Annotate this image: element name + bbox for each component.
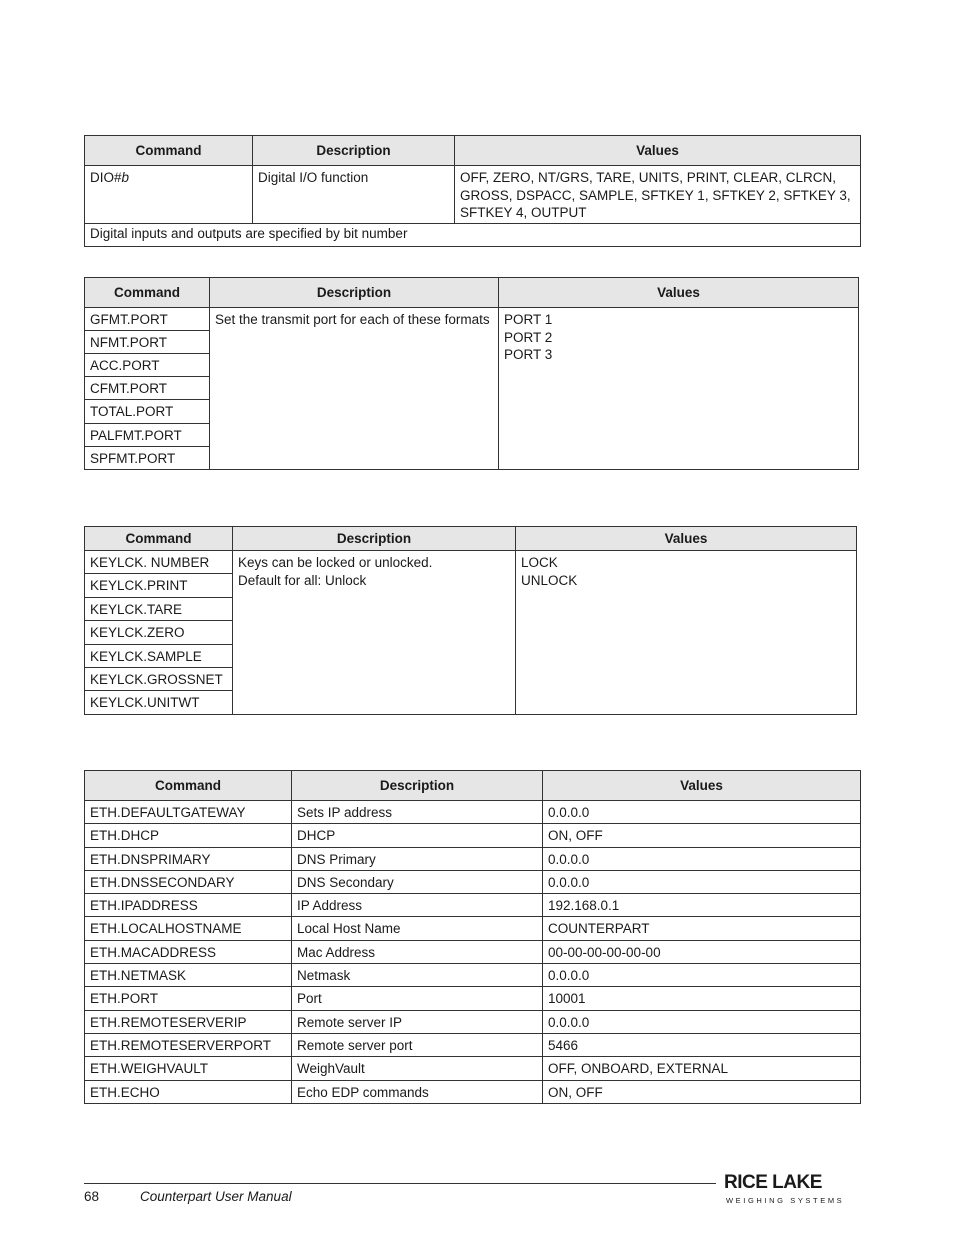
manual-title: Counterpart User Manual [140, 1189, 292, 1204]
command-cell: ACC.PORT [85, 354, 210, 377]
table-row [85, 1057, 861, 1080]
digital-io-table [84, 135, 861, 247]
values-cell [516, 551, 857, 715]
table-row [85, 894, 861, 917]
table-row [85, 1010, 861, 1033]
values-cell: 0.0.0.0 [543, 870, 861, 893]
table-row [85, 964, 861, 987]
table-row [85, 551, 857, 574]
command-cell: KEYLCK.GROSSNET [85, 668, 233, 691]
value-line: UNLOCK [521, 572, 578, 588]
description-cell: Echo EDP commands [292, 1080, 543, 1103]
logo-subtext: WEIGHING SYSTEMS [726, 1196, 845, 1205]
description-cell: IP Address [292, 894, 543, 917]
values-cell: 5466 [543, 1033, 861, 1056]
command-cell: ETH.IPADDRESS [85, 894, 292, 917]
values-cell: 0.0.0.0 [543, 847, 861, 870]
column-header-description: Description [253, 136, 455, 166]
ethernet-rows [85, 801, 861, 1104]
values-cell: 0.0.0.0 [543, 964, 861, 987]
command-cell: PALFMT.PORT [85, 424, 210, 447]
value-line: PORT 1 [504, 312, 553, 327]
description-cell: Remote server IP [292, 1010, 543, 1033]
command-cell: KEYLCK.TARE [85, 598, 233, 621]
description-cell: Mac Address [292, 940, 543, 963]
command-cell: GFMT.PORT [85, 308, 210, 331]
table-row [85, 847, 861, 870]
command-cell: KEYLCK.ZERO [85, 621, 233, 645]
command-cell: ETH.ECHO [85, 1080, 292, 1103]
command-cell: KEYLCK.SAMPLE [85, 645, 233, 668]
values-cell: 192.168.0.1 [543, 894, 861, 917]
description-cell: Netmask [292, 964, 543, 987]
value-line: PORT 3 [504, 347, 553, 362]
values-cell: ON, OFF [543, 1080, 861, 1103]
values-cell: ON, OFF [543, 824, 861, 847]
rice-lake-logo [724, 1172, 854, 1208]
description-cell: DNS Secondary [292, 870, 543, 893]
values-cell [499, 308, 859, 470]
ethernet-table [84, 770, 861, 1104]
command-cell: ETH.MACADDRESS [85, 940, 292, 963]
page-number: 68 [84, 1189, 100, 1204]
values-cell: 0.0.0.0 [543, 1010, 861, 1033]
description-cell: Digital I/O function [253, 166, 455, 224]
command-cell: ETH.REMOTESERVERIP [85, 1010, 292, 1033]
table-note: Digital inputs and outputs are specified by bit number [85, 224, 861, 247]
command-cell: CFMT.PORT [85, 377, 210, 400]
footer-rule [84, 1183, 716, 1184]
column-header-command: Command [85, 771, 292, 801]
column-header-values: Values [516, 527, 857, 551]
value-line: LOCK [521, 555, 558, 570]
table-row [85, 824, 861, 847]
table-row [85, 987, 861, 1010]
values-cell: OFF, ONBOARD, EXTERNAL [543, 1057, 861, 1080]
table-row [85, 166, 861, 224]
command-cell: SPFMT.PORT [85, 447, 210, 470]
description-cell [233, 551, 516, 715]
note-row [85, 224, 861, 247]
column-header-description: Description [210, 278, 499, 308]
column-header-values: Values [543, 771, 861, 801]
command-cell: ETH.DEFAULTGATEWAY [85, 801, 292, 824]
values-cell: 0.0.0.0 [543, 801, 861, 824]
table-row [85, 917, 861, 940]
values-cell: 10001 [543, 987, 861, 1010]
value-line: PORT 2 [504, 329, 553, 345]
command-cell: DIO#b [85, 166, 253, 224]
port-table [84, 277, 859, 470]
command-cell: KEYLCK.PRINT [85, 574, 233, 598]
description-cell: Set the transmit port for each of these formats [210, 308, 499, 470]
description-cell: Local Host Name [292, 917, 543, 940]
command-cell: ETH.DNSSECONDARY [85, 870, 292, 893]
command-cell: ETH.NETMASK [85, 964, 292, 987]
table-row [85, 940, 861, 963]
description-cell: Sets IP address [292, 801, 543, 824]
table-row [85, 870, 861, 893]
description-cell: WeighVault [292, 1057, 543, 1080]
description-cell: Remote server port [292, 1033, 543, 1056]
command-cell: ETH.DNSPRIMARY [85, 847, 292, 870]
table-row [85, 1080, 861, 1103]
column-header-description: Description [292, 771, 543, 801]
description-cell: DNS Primary [292, 847, 543, 870]
description-line: Default for all: Unlock [238, 572, 367, 588]
values-cell: COUNTERPART [543, 917, 861, 940]
keylock-table [84, 526, 857, 715]
command-cell: ETH.REMOTESERVERPORT [85, 1033, 292, 1056]
column-header-command: Command [85, 278, 210, 308]
bit-variable: b [121, 170, 130, 185]
command-cell: KEYLCK. NUMBER [85, 551, 233, 574]
values-cell: OFF, ZERO, NT/GRS, TARE, UNITS, PRINT, CLEAR, CLRCN, GROSS, DSPACC, SAMPLE, SFTKEY 1, SFTKEY 2, SFTKEY 3, SFTKEY 4, OUTPUT [455, 166, 861, 224]
table-row [85, 1033, 861, 1056]
command-cell: ETH.LOCALHOSTNAME [85, 917, 292, 940]
description-line: Keys can be locked or unlocked. [238, 555, 433, 570]
column-header-command: Command [85, 527, 233, 551]
column-header-command: Command [85, 136, 253, 166]
column-header-values: Values [455, 136, 861, 166]
command-cell: TOTAL.PORT [85, 400, 210, 424]
command-cell: ETH.DHCP [85, 824, 292, 847]
column-header-description: Description [233, 527, 516, 551]
command-cell: KEYLCK.UNITWT [85, 691, 233, 715]
table-row [85, 308, 859, 331]
logo-wordmark: RICE LAKE [724, 1172, 822, 1193]
command-cell: ETH.WEIGHVAULT [85, 1057, 292, 1080]
description-cell: Port [292, 987, 543, 1010]
command-cell: ETH.PORT [85, 987, 292, 1010]
column-header-values: Values [499, 278, 859, 308]
command-cell: NFMT.PORT [85, 331, 210, 354]
table-row [85, 801, 861, 824]
values-cell: 00-00-00-00-00-00 [543, 940, 861, 963]
description-cell: DHCP [292, 824, 543, 847]
